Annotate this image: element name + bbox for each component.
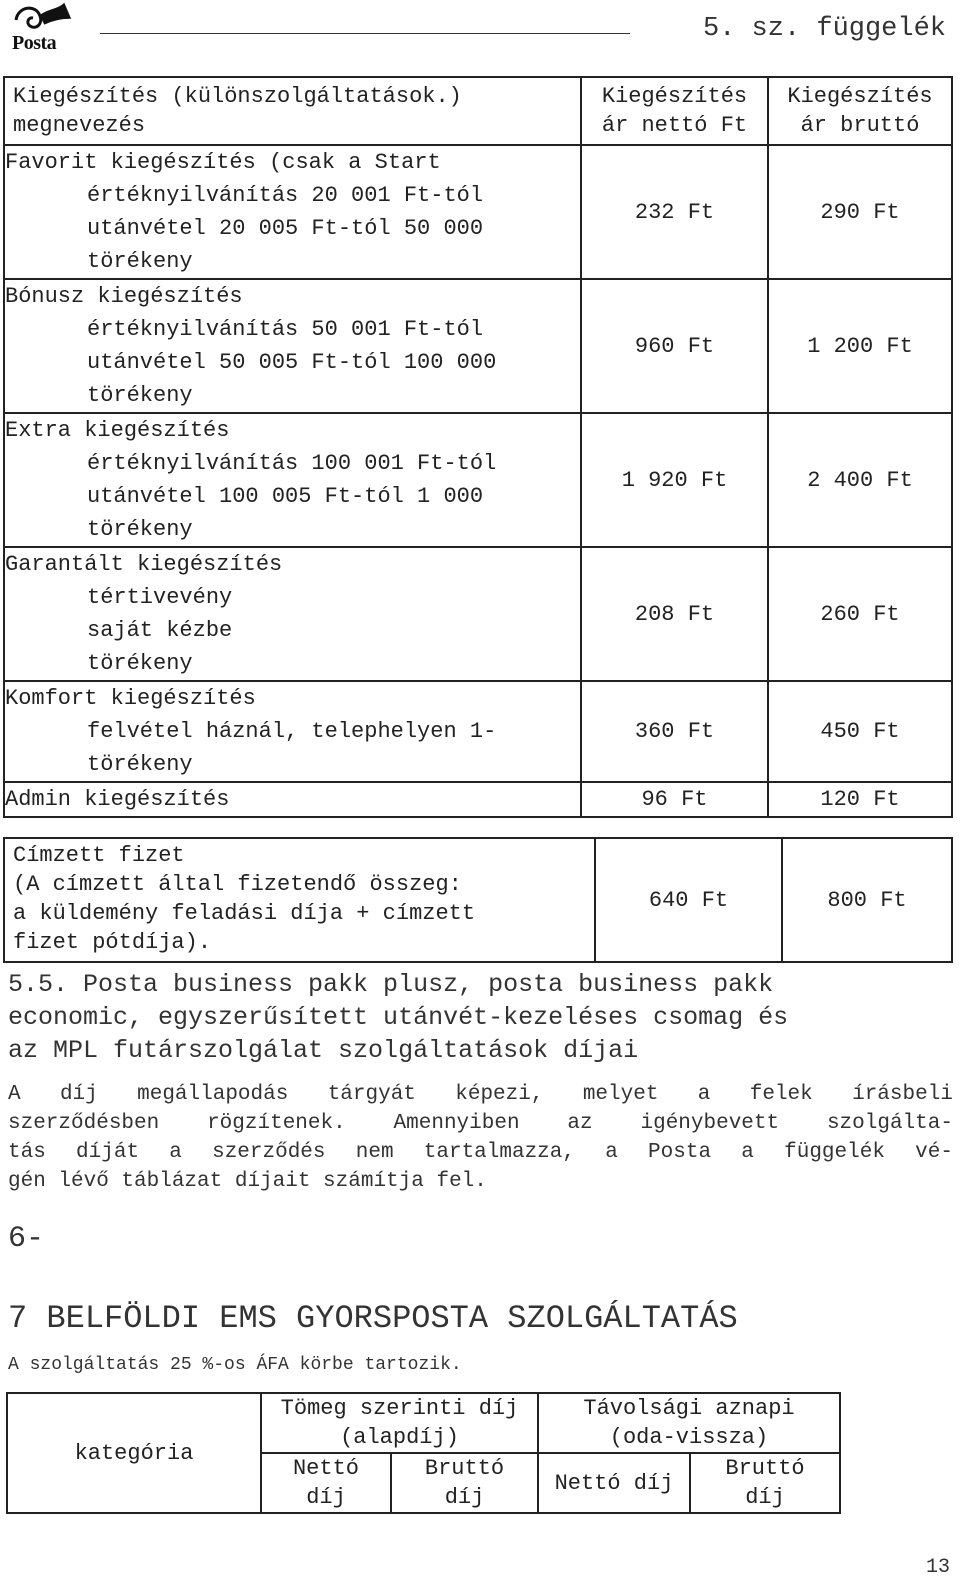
table-row (4, 413, 952, 547)
word: nem (355, 1141, 394, 1164)
group-item: saját kézbe (87, 618, 233, 643)
word: a (605, 1141, 618, 1164)
header-line: Bruttó (424, 1456, 505, 1481)
table-row (4, 782, 952, 817)
header-net-cell (581, 77, 768, 145)
header-line: Távolsági aznapi (583, 1396, 795, 1421)
group-item: tértivevény (87, 585, 233, 610)
word: az (567, 1112, 593, 1135)
gross-price-cell: 120 Ft (768, 782, 952, 817)
word: Amennyiben (393, 1112, 520, 1135)
group-item: törékeny (87, 383, 193, 408)
vat-note: A szolgáltatás 25 %-os ÁFA körbe tartozik. (8, 1355, 462, 1375)
word: Posta (648, 1141, 712, 1164)
table-row (4, 547, 952, 681)
recipient-pays-cell (4, 838, 595, 962)
ems-price-table (6, 1392, 841, 1514)
word: a (697, 1083, 711, 1106)
net-price-cell: 640 Ft (595, 838, 782, 962)
group-item: értéknyilvánítás 100 001 Ft-tól (87, 451, 497, 476)
distance-gross-header (690, 1453, 840, 1513)
header-rule (100, 33, 630, 34)
category-header: kategória (7, 1393, 261, 1513)
recipient-pays-line: fizet pótdíja). (13, 930, 212, 955)
gross-price-cell: 260 Ft (768, 547, 952, 681)
net-price-cell: 1 920 Ft (581, 413, 768, 547)
header-line: díj (745, 1485, 785, 1510)
gross-price-cell: 450 Ft (768, 681, 952, 782)
group-title: Garantált kiegészítés (5, 552, 283, 577)
recipient-pays-table (3, 837, 953, 963)
section-heading-5-5 (8, 968, 788, 1067)
group-item: törékeny (87, 517, 193, 542)
header-line: Nettó (292, 1456, 359, 1481)
group-item: utánvétel 100 005 Ft-tól 1 000 (87, 484, 484, 509)
paragraph-line (8, 1080, 953, 1109)
word: díját (76, 1141, 140, 1164)
header-line: díj (306, 1485, 346, 1510)
word: felek (749, 1083, 813, 1106)
net-price-cell: 208 Ft (581, 547, 768, 681)
group-item: törékeny (87, 249, 193, 274)
net-price-cell: 360 Ft (581, 681, 768, 782)
word: melyet (582, 1083, 659, 1106)
word: a (169, 1141, 182, 1164)
group-title: Extra kiegészítés (5, 418, 230, 443)
group-cell-extra (4, 413, 581, 547)
header-gross-line: ár bruttó (800, 113, 920, 138)
group-cell-komfort (4, 681, 581, 782)
word: díj (59, 1083, 98, 1106)
paragraph-line (8, 1138, 953, 1167)
heading-line: az MPL futárszolgálat szolgáltatások díjai (8, 1036, 639, 1065)
group-cell-admin (4, 782, 581, 817)
header-net-line: Kiegészítés (601, 84, 748, 109)
group-item: törékeny (87, 752, 193, 777)
heading-line: economic, egyszerűsített utánvét-kezeléses csomag és (8, 1003, 789, 1032)
word: A (8, 1083, 21, 1106)
distance-net-header: Nettó díj (538, 1453, 690, 1513)
logo-text: Posta (12, 32, 57, 54)
chapter-7-heading: 7 BELFÖLDI EMS GYORSPOSTA SZOLGÁLTATÁS (8, 1300, 738, 1337)
recipient-pays-line: (A címzett által fizetendő összeg: (13, 872, 462, 897)
word: tás (8, 1141, 46, 1164)
weight-gross-header (391, 1453, 538, 1513)
word: vé- (915, 1141, 953, 1164)
word: a (741, 1141, 754, 1164)
group-item: utánvétel 50 005 Ft-tól 100 000 (87, 350, 497, 375)
net-price-cell: 960 Ft (581, 279, 768, 413)
table-header-row (7, 1393, 840, 1453)
paragraph-line (8, 1109, 953, 1138)
table-row (4, 279, 952, 413)
group-item: utánvétel 20 005 Ft-tól 50 000 (87, 216, 484, 241)
header-name-line: megnevezés (13, 113, 146, 138)
word: igénybevett (640, 1112, 780, 1135)
paragraph-last-line: gén lévő táblázat díjait számítja fel. (8, 1170, 487, 1193)
group-cell-favorit (4, 145, 581, 279)
recipient-pays-line: Címzett fizet (13, 843, 185, 868)
word: függelék (784, 1141, 885, 1164)
distance-fee-header (538, 1393, 840, 1453)
header-line: Bruttó (725, 1456, 805, 1481)
word: megállapodás (137, 1083, 289, 1106)
table-row (4, 838, 952, 962)
heading-line: 5.5. Posta business pakk plusz, posta business pakk (8, 970, 774, 999)
group-title: Komfort kiegészítés (5, 686, 256, 711)
group-cell-garantalt (4, 547, 581, 681)
header-line: Tömeg szerinti díj (280, 1396, 519, 1421)
section-paragraph (8, 1080, 958, 1196)
table-header-row (4, 77, 952, 145)
net-price-cell: 96 Ft (581, 782, 768, 817)
word: írásbeli (852, 1083, 953, 1106)
header-line: díj (444, 1485, 485, 1510)
group-title: Admin kiegészítés (5, 787, 230, 812)
header-gross-line: Kiegészítés (787, 84, 933, 109)
weight-net-header (261, 1453, 391, 1513)
word: szerződésben (8, 1112, 160, 1135)
word: tartalmazza, (423, 1141, 575, 1164)
header-gross-cell (768, 77, 952, 145)
group-title: Favorit kiegészítés (csak a Start (5, 150, 441, 175)
word: szolgálta- (826, 1112, 953, 1135)
gross-price-cell: 2 400 Ft (768, 413, 952, 547)
group-item: értéknyilvánítás 20 001 Ft-tól (87, 183, 484, 208)
gross-price-cell: 290 Ft (768, 145, 952, 279)
gross-price-cell: 800 Ft (782, 838, 952, 962)
group-item: értéknyilvánítás 50 001 Ft-tól (87, 317, 484, 342)
group-title: Bónusz kiegészítés (5, 284, 243, 309)
word: rögzítenek. (207, 1112, 346, 1135)
appendix-label: 5. sz. függelék (702, 14, 946, 44)
gross-price-cell: 1 200 Ft (768, 279, 952, 413)
header-line: (oda-vissza) (609, 1425, 769, 1450)
chapter-6-heading: 6- (8, 1222, 45, 1256)
recipient-pays-line: a küldemény feladási díja + címzett (13, 901, 476, 926)
header-name-cell (4, 77, 581, 145)
net-price-cell: 232 Ft (581, 145, 768, 279)
word: képezi, (455, 1083, 544, 1106)
table-row (4, 145, 952, 279)
word: szerződés (212, 1141, 326, 1164)
header-name-line: Kiegészítés (különszolgáltatások.) (13, 84, 462, 109)
group-item: felvétel háznál, telephelyen 1- (87, 719, 497, 744)
page-number: 13 (925, 1556, 950, 1579)
weight-fee-header (261, 1393, 538, 1453)
group-item: törékeny (87, 651, 193, 676)
word: tárgyát (327, 1083, 416, 1106)
table-row (4, 681, 952, 782)
supplements-table (3, 76, 953, 818)
header-line: (alapdíj) (340, 1425, 459, 1450)
group-cell-bonusz (4, 279, 581, 413)
header-net-line: ár nettó Ft (601, 113, 748, 138)
